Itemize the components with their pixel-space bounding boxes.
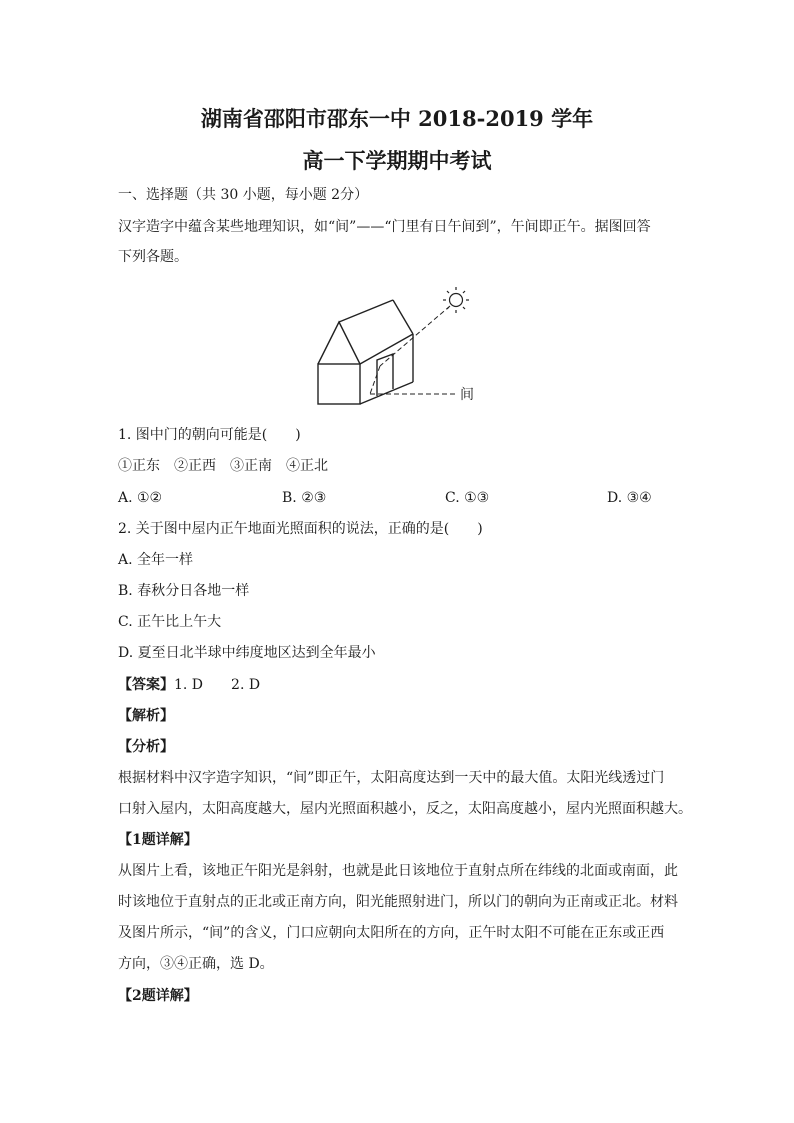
door [377,354,393,396]
house-front-wall [318,364,360,404]
roof-eave [360,334,413,364]
q1-option-c: C. ①③ [445,490,490,506]
q1-option-d: D. ③④ [607,490,652,506]
section-heading: 一、选择题（共 30 小题，每小题 2分） [118,187,369,203]
sun-ray-floor [370,366,380,394]
q1-detail-heading: 【1题详解】 [118,832,198,848]
q1-detail-line: 时该地位于直射点的正北或正南方向，阳光能照射进门，所以门的朝向为正南或正北。材料 [118,894,678,910]
q2-detail-heading: 【2题详解】 [118,988,198,1004]
roof-ridge [339,300,393,322]
analysis-line: 口射入屋内，太阳高度越大，屋内光照面积越小，反之，太阳高度越小，屋内光照面积越大。 [118,801,692,817]
figure-label: 间 [460,387,474,403]
q2-stem: 2. 关于图中屋内正午地面光照面积的说法，正确的是( ) [118,521,483,537]
q2-option-b: B. 春秋分日各地一样 [118,583,250,599]
answer-row [118,678,260,692]
roof-back-edge [393,300,413,334]
sun-ray-dashed [380,306,450,366]
analysis-line: 根据材料中汉字造字知识，“间”即正午，太阳高度达到一天中的最大值。太阳光线透过门 [118,770,665,786]
page-subtitle: 高一下学期期中考试 [302,148,492,173]
answer-label: 【答案】 [118,677,174,693]
page-title: 湖南省邵阳市邵东一中 2018-2019 学年 [200,106,594,131]
q1-detail-line: 方向，③④正确，选 D。 [118,956,274,972]
q2-option-c: C. 正午比上午大 [118,614,222,630]
q1-stem: 1. 图中门的朝向可能是( ) [118,427,301,443]
house-gable [318,322,360,364]
q1-choices: ①正东 ②正西 ③正南 ④正北 [118,458,328,474]
intro-text: 汉字造字中蕴含某些地理知识，如“间”——“门里有日午间到”，午间即正午。据图回答 [118,219,651,235]
jiexi-heading: 【解析】 [118,708,174,724]
q2-option-d: D. 夏至日北半球中纬度地区达到全年最小 [118,645,376,661]
q1-option-a: A. ①② [118,490,163,506]
answer-text: 1. D 2. D [174,677,261,693]
q1-detail-line: 及图片所示，“间”的含义，门口应朝向太阳所在的方向，正午时太阳不可能在正东或正西 [118,925,665,941]
house-sun-figure [310,284,490,414]
q1-option-b: B. ②③ [282,490,327,506]
intro-text-continued: 下列各题。 [118,249,188,265]
fenxi-heading: 【分析】 [118,739,174,755]
side-wall-bottom [360,382,413,404]
q2-option-a: A. 全年一样 [118,552,194,568]
q1-detail-line: 从图片上看，该地正午阳光是斜射，也就是此日该地位于直射点所在纬线的北面或南面，此 [118,863,678,879]
